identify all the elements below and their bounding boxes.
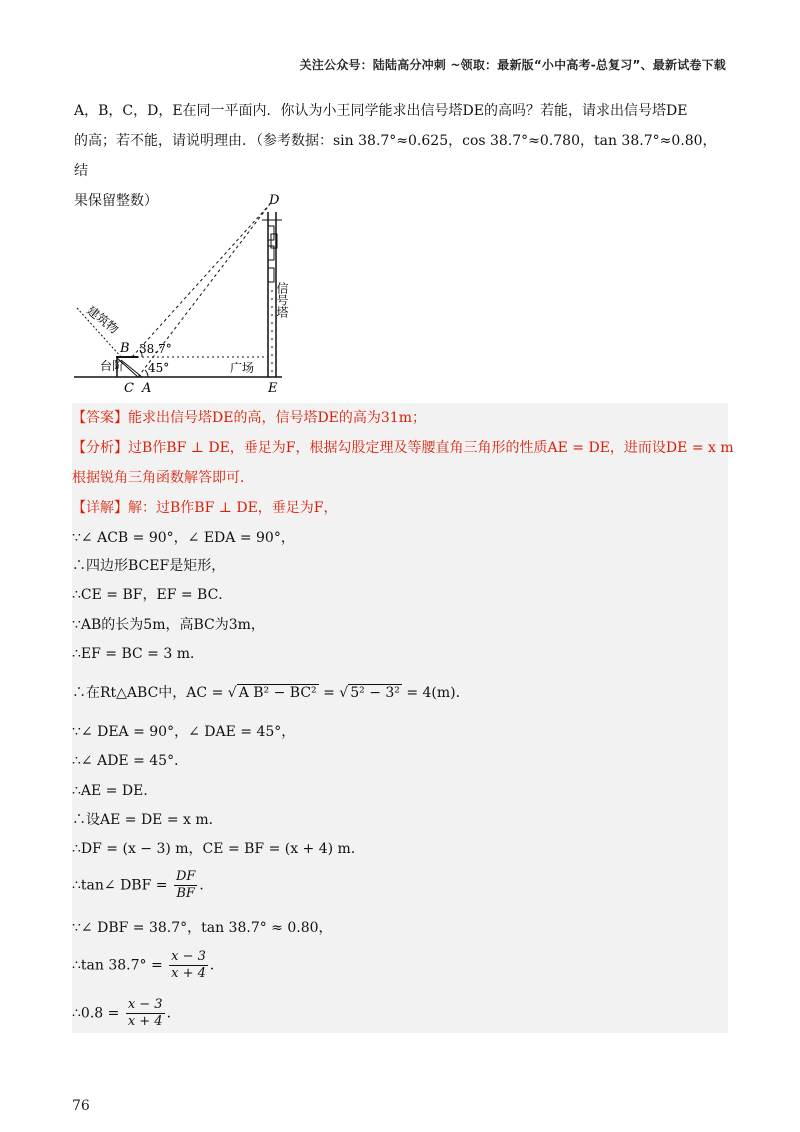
label-b: B [120,341,130,356]
step-13: ∵∠ DBF = 38.7°，tan 38.7° ≈ 0.80， [72,920,333,936]
step-11: ∴DF = (x − 3) m，CE = BF = (x + 4) m． [72,841,365,857]
step-14-fraction [169,949,208,982]
step-ab-2 [121,360,142,377]
step-12: ∴tan∠ DBF = $\frac{DF}{BF}$ ． [72,869,214,901]
label-plaza: 广场 [230,361,255,375]
tower-panel-4 [268,268,274,282]
label-tower: 信号塔 [275,282,289,318]
detail-line [72,497,338,517]
label-a: A [142,381,152,395]
page-header: 关注公众号：陆陆高分冲刺 ~领取：最新版“小中高考-总复习”、最新试卷下载 [299,58,726,72]
question-line-3: 果保留整数） [74,193,158,209]
answer-line [72,407,426,427]
label-d: D [269,193,280,208]
step-14-num: x − 3 [171,949,206,964]
solution-block [72,403,734,1033]
step-12-prefix: ∴tan∠ DBF = [72,877,172,894]
step-14-den: x + 4 [171,966,206,981]
step-15-prefix: ∴0.8 = [72,1005,124,1022]
detail-tag: 【详解】 [72,500,128,516]
answer-tag: 【答案】 [72,410,128,426]
step-2: ∴四边形BCEF是矩形， [72,558,226,574]
step-15-fraction [126,997,165,1030]
step-5: ∴EF = BC = 3 m． [72,646,204,662]
step-6-prefix: ∴在Rt△ABC中，AC = [72,685,228,701]
answer-text: 能求出信号塔DE的高，信号塔DE的高为31m； [128,410,426,426]
geometry-figure [72,190,302,395]
label-angle-a: 45° [148,361,170,375]
question-line-1: A，B，C，D，E在同一平面内．你认为小王同学能求出信号塔DE的高吗？若能，请求出信号塔DE [74,103,688,119]
step-14: ∴tan 38.7° = $\frac{x - 3}{x + 4}$ ． [72,949,224,981]
step-6-mid: = [318,685,340,701]
step-6-suffix: = 4(m)． [401,685,470,701]
step-12-fraction [174,869,197,902]
step-8: ∴∠ ADE = 45°． [72,753,189,769]
step-15: ∴0.8 = $\frac{x - 3}{x + 4}$ ． [72,997,181,1029]
analysis-tag: 【分析】 [72,440,128,456]
step-12-den: BF [176,886,195,901]
step-9: ∴AE = DE． [72,783,158,799]
step-1: ∵∠ ACB = 90°，∠ EDA = 90°， [72,530,295,546]
step-6: ∴在Rt△ABC中，AC = √ A B² − BC² = √ 5² − 3² = 4(m)． [72,685,470,701]
step-4: ∵AB的长为5m，高BC为3m， [72,617,265,633]
label-building: 建筑物 [84,303,122,337]
analysis-text: 过B作BF ⊥ DE，垂足为F，根据勾股定理及等腰直角三角形的性质AE = DE，进而设DE = x m [128,440,734,456]
analysis-line-2: 根据锐角三角函数解答即可． [72,470,254,486]
step-15-den: x + 4 [127,1014,163,1029]
step-3: ∴CE = BF，EF = BC． [72,587,233,603]
step-14-prefix: ∴tan 38.7° = [72,957,168,974]
step-7: ∵∠ DEA = 90°，∠ DAE = 45°， [72,724,296,740]
label-angle-b: 38.7° [139,342,172,356]
detail-text: 解：过B作BF ⊥ DE，垂足为F， [128,500,338,516]
step-15-num: x − 3 [127,997,163,1012]
label-steps: 台阶 [100,359,125,373]
analysis-line [72,437,734,457]
label-c: C [124,381,134,395]
step-12-num: DF [175,869,196,884]
label-e: E [268,381,278,395]
page-number: 76 [72,1098,90,1114]
sight-line-b [132,204,270,357]
step-6-sqrt: A B² − BC² [238,685,317,701]
question-line-2: 的高；若不能，请说明理由．（参考数据：sin 38.7°≈0.625，cos 38.7°≈0.780，tan 38.7°≈0.80，结 [74,133,717,179]
figure-svg [72,190,302,395]
step-10: ∴设AE = DE = x m． [72,812,223,828]
step-6-sqrt-2: 5² − 3² [350,685,400,701]
